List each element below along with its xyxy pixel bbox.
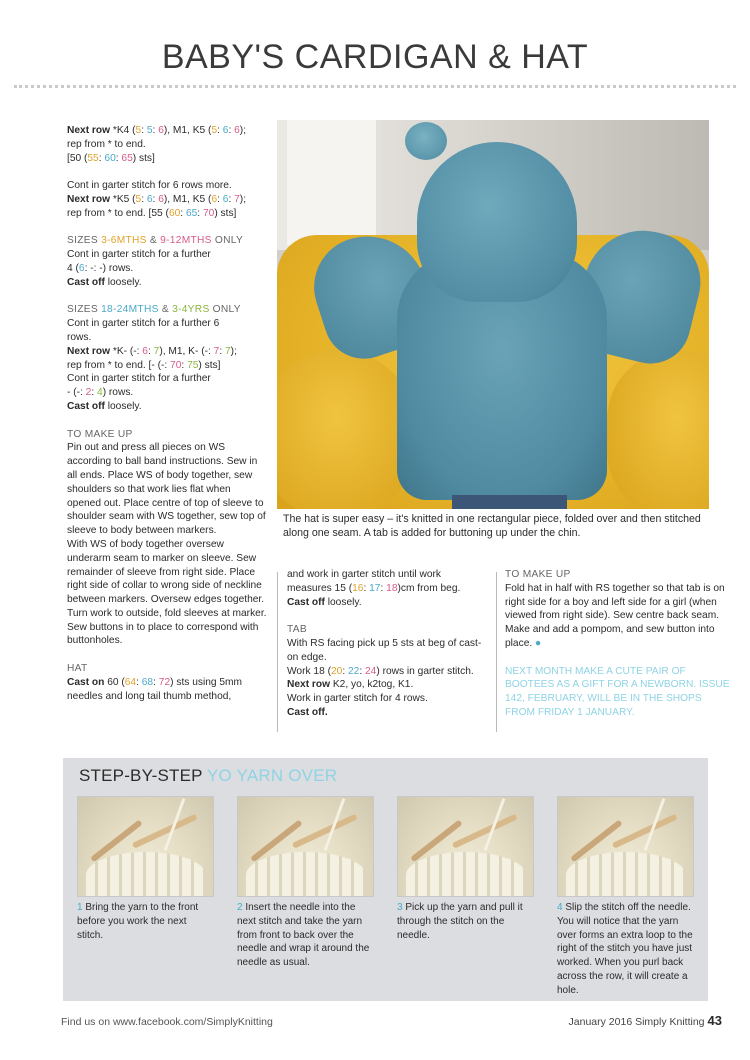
photo-caption: The hat is super easy – it's knitted in one rectangular piece, folded over and then stitched along one seam. A tab is added for buttoning up under the chin. xyxy=(283,513,701,540)
step-by-step-title: STEP-BY-STEP YO YARN OVER xyxy=(79,766,338,785)
pattern-line: Cast off. xyxy=(287,706,328,718)
footer-issue: January 2016 Simply Knitting 43 xyxy=(568,1013,722,1028)
section-heading: TO MAKE UP xyxy=(505,569,571,580)
pattern-line: Cont in garter stitch for a further 6 xyxy=(67,318,220,330)
pattern-line: Work in garter stitch for 4 rows. xyxy=(287,693,428,705)
step-by-step-panel xyxy=(63,758,708,1001)
page-title: BABY'S CARDIGAN & HAT xyxy=(161,38,589,76)
section-heading: TO MAKE UP xyxy=(67,428,133,440)
step-1-image xyxy=(77,796,214,897)
pattern-line: [50 (55: 60: 65) sts] xyxy=(67,152,155,164)
pattern-line: Cast off loosely. xyxy=(67,276,142,288)
left-column xyxy=(67,124,267,703)
column-divider xyxy=(496,572,497,732)
pattern-line: rows. xyxy=(67,331,92,343)
step-4-image xyxy=(557,796,694,897)
section-heading: HAT xyxy=(67,663,88,675)
title-divider xyxy=(14,85,736,88)
pattern-line: With RS facing pick up 5 sts at beg of cast-on edge. xyxy=(287,637,482,663)
step-4-text: 4 Slip the stitch off the needle. You will notice that the yarn over forms an extra loop to the right of the stitch you have just worked. When you purl back across the row, it will create a hole. xyxy=(557,902,693,996)
pattern-line: rep from * to end. xyxy=(67,138,146,150)
step-1-text: 1 Bring the yarn to the front before you work the next stitch. xyxy=(77,902,199,941)
column-divider xyxy=(277,572,278,732)
end-mark-icon: ● xyxy=(535,637,542,649)
right-column xyxy=(505,568,730,720)
pattern-line: and work in garter stitch until work xyxy=(287,569,442,580)
pattern-line: rep from * to end. [55 (60: 65: 70) sts] xyxy=(67,207,237,219)
footer-facebook-link[interactable]: Find us on www.facebook.com/SimplyKnitting xyxy=(61,1016,273,1028)
section-heading: SIZES 3-6MTHS & 9-12MTHS ONLY xyxy=(67,235,244,247)
pattern-line: Next row *K- (-: 6: 7), M1, K- (-: 7: 7); xyxy=(67,345,237,357)
paragraph: Fold hat in half with RS together so that tab is on right side for a boy and left side for a girl (when viewed from right side). Sew centre back seam. Make and add a pompom, and sew button into place. ● xyxy=(505,582,725,649)
page-number: 43 xyxy=(707,1013,722,1028)
step-3-image xyxy=(397,796,534,897)
pattern-line: rep from * to end. [- (-: 70: 75) sts] xyxy=(67,359,221,371)
next-month-note: NEXT MONTH MAKE A CUTE PAIR OF BOOTEES AS A GIFT FOR A NEWBORN. ISSUE 142, FEBRUARY, WILL BE IN THE SHOPS FROM FRIDAY 1 JANUARY. xyxy=(505,665,730,718)
pattern-line: Cont in garter stitch for a further xyxy=(67,249,211,261)
pattern-line: - (-: 2: 4) rows. xyxy=(67,387,134,399)
section-heading: TAB xyxy=(287,624,307,636)
pattern-line: 4 (6: -: -) rows. xyxy=(67,262,134,274)
pattern-line: Next row *K4 (5: 5: 6), M1, K5 (5: 6: 6); xyxy=(67,125,247,136)
pattern-line: Cast off loosely. xyxy=(287,596,362,608)
paragraph: With WS of body together oversew underarm seam to marker on sleeve. Sew remainder of sleeve from right side. Place right side of collar to wrong side of neckline between markers. Oversew edges together. xyxy=(67,538,265,606)
pattern-line: measures 15 (16: 17: 18)cm from beg. xyxy=(287,582,461,594)
pattern-line: Cast off loosely. xyxy=(67,400,142,412)
step-3-text: 3 Pick up the yarn and pull it through the stitch on the needle. xyxy=(397,902,523,941)
baby-photo xyxy=(277,120,709,509)
pattern-line: Cont in garter stitch for a further xyxy=(67,373,211,385)
paragraph: Cast on 60 (64: 68: 72) sts using 5mm needles and long tail thumb method, xyxy=(67,676,243,702)
middle-column xyxy=(287,568,492,720)
pattern-line: Work 18 (20: 22: 24) rows in garter stitch. xyxy=(287,665,474,677)
pattern-line: Cont in garter stitch for 6 rows more. xyxy=(67,180,232,192)
pattern-line: Next row *K5 (5: 6: 6), M1, K5 (6: 6: 7); xyxy=(67,193,247,205)
section-heading: SIZES 18-24MTHS & 3-4YRS ONLY xyxy=(67,304,241,316)
step-2-text: 2 Insert the needle into the next stitch and take the yarn from front to back over the needle and wrap it around the needle as usual. xyxy=(237,902,370,969)
step-2-image xyxy=(237,796,374,897)
pattern-line: Next row K2, yo, k2tog, K1. xyxy=(287,679,414,691)
paragraph: Turn work to outside, fold sleeves at marker. Sew buttons in to place to correspond with buttonholes. xyxy=(67,607,267,647)
paragraph: Pin out and press all pieces on WS according to ball band instructions. Sew in all ends. Place WS of body together, sew shoulders so that work lies flat when opened out. Place centre of top of sleeve to shoulder seam with WS together, sew top of sleeve to body between markers. xyxy=(67,442,266,537)
